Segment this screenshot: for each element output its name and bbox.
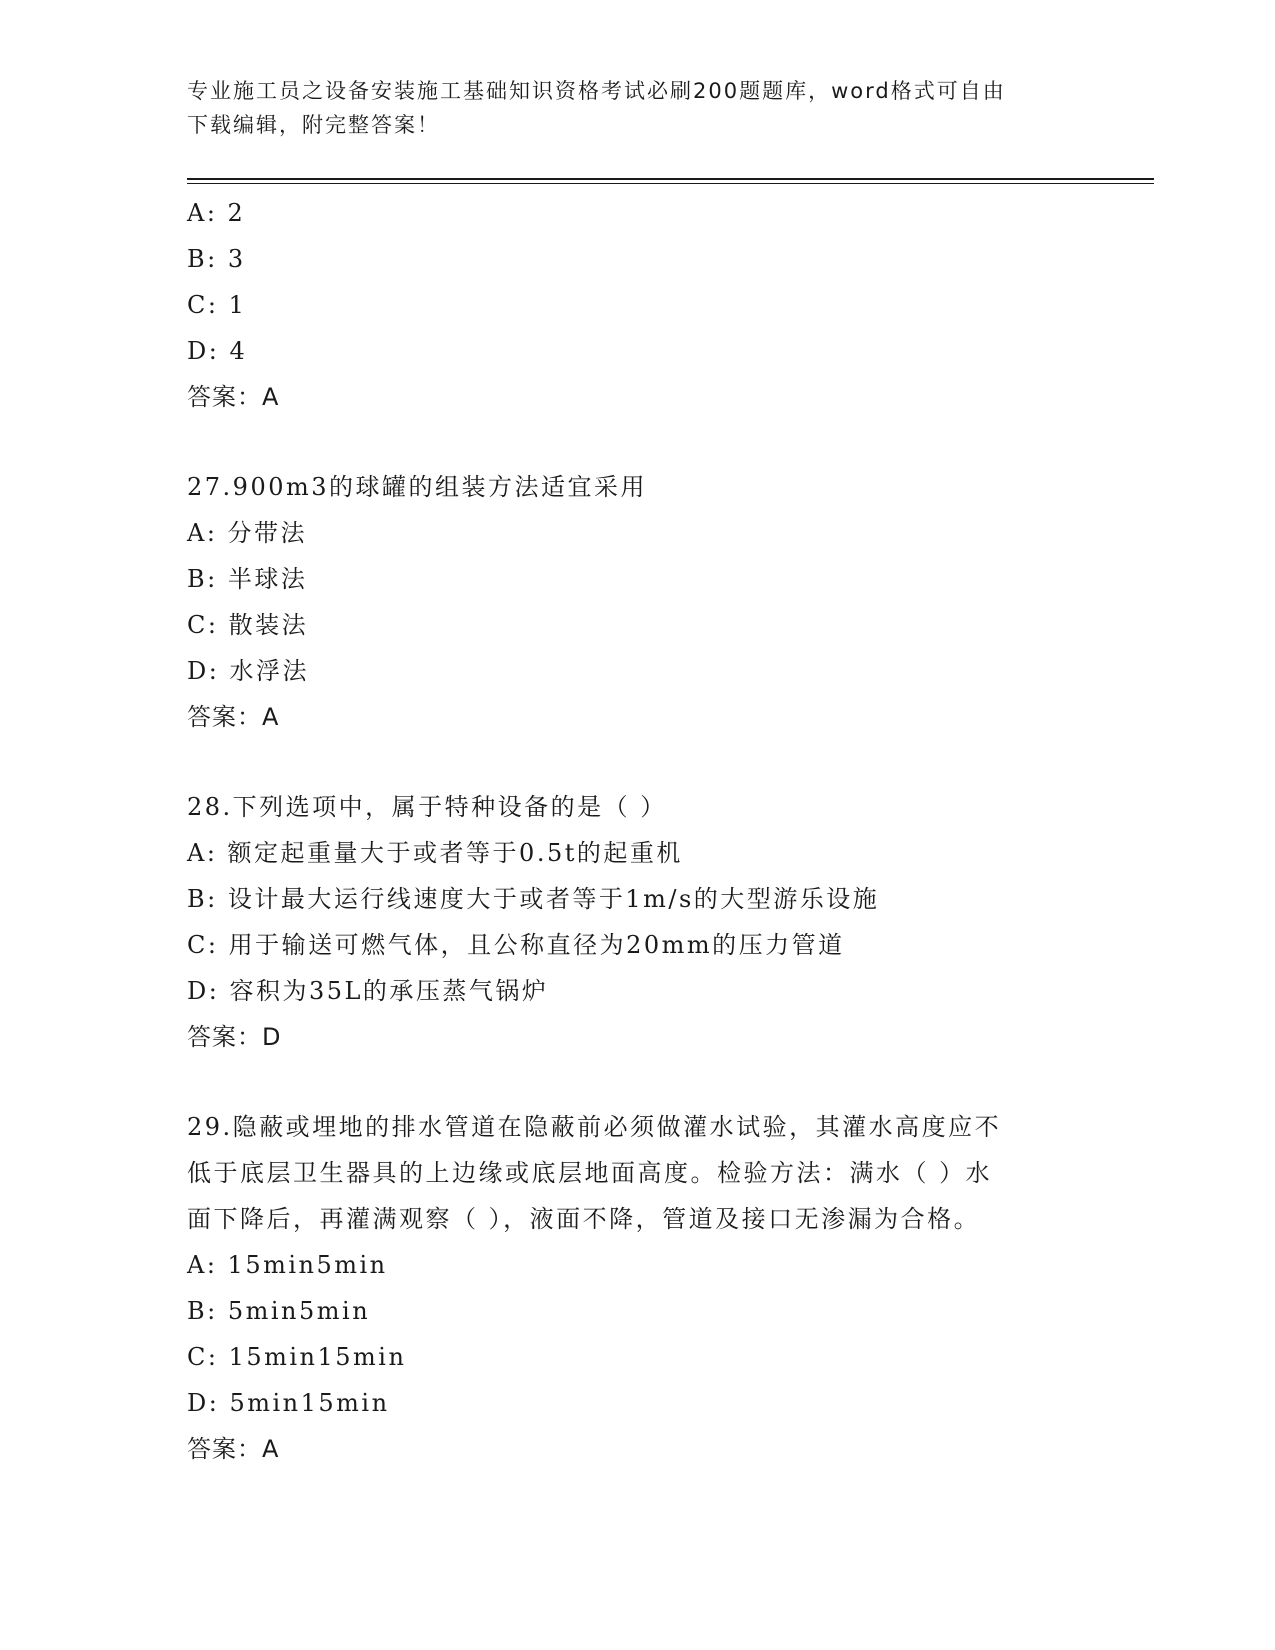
spacer xyxy=(187,420,1087,464)
question-stem-line-2: 低于底层卫生器具的上边缘或底层地面高度。检验方法：满水（ ）水 xyxy=(187,1159,993,1187)
answer-line: 答案：A xyxy=(187,1435,280,1463)
question-27 xyxy=(187,464,1087,740)
option-d: D: 容积为35L的承压蒸气锅炉 xyxy=(187,977,549,1005)
option-a: A: 15min5min xyxy=(187,1251,388,1279)
spacer xyxy=(187,1060,1087,1104)
spacer xyxy=(187,740,1087,784)
option-b: B: 半球法 xyxy=(187,565,308,593)
answer-line: 答案：A xyxy=(187,383,280,411)
option-b: B: 3 xyxy=(187,245,246,273)
question-stem-line-1: 29.隐蔽或埋地的排水管道在隐蔽前必须做灌水试验，其灌水高度应不 xyxy=(187,1113,1002,1141)
question-stem: 28.下列选项中，属于特种设备的是（ ） xyxy=(187,793,667,821)
question-26 xyxy=(187,190,1087,420)
question-stem-line-3: 面下降后，再灌满观察（ ），液面不降，管道及接口无渗漏为合格。 xyxy=(187,1205,981,1233)
option-c: C: 散装法 xyxy=(187,611,309,639)
option-a: A: 2 xyxy=(187,199,246,227)
header-line-1: 专业施工员之设备安装施工基础知识资格考试必刷200题题库，word格式可自由 xyxy=(187,79,1006,103)
question-stem: 27.900m3的球罐的组装方法适宜采用 xyxy=(187,473,648,501)
question-29 xyxy=(187,1104,1087,1472)
option-d: D: 4 xyxy=(187,337,248,365)
option-a: A: 额定起重量大于或者等于0.5t的起重机 xyxy=(187,839,683,867)
answer-line: 答案：D xyxy=(187,1023,282,1051)
option-b: B: 5min5min xyxy=(187,1297,371,1325)
header-divider-thick xyxy=(187,178,1154,180)
option-c: C: 15min15min xyxy=(187,1343,407,1371)
header-line-2: 下载编辑，附完整答案！ xyxy=(187,113,440,137)
option-c: C: 用于输送可燃气体，且公称直径为20mm的压力管道 xyxy=(187,931,845,959)
option-d: D: 水浮法 xyxy=(187,657,309,685)
option-d: D: 5min15min xyxy=(187,1389,390,1417)
answer-line: 答案：A xyxy=(187,703,280,731)
option-c: C: 1 xyxy=(187,291,247,319)
header-divider-thin xyxy=(187,183,1154,184)
question-list xyxy=(187,190,1087,1472)
document-header xyxy=(187,74,1087,142)
question-28 xyxy=(187,784,1087,1060)
option-a: A: 分带法 xyxy=(187,519,308,547)
option-b: B: 设计最大运行线速度大于或者等于1m/s的大型游乐设施 xyxy=(187,885,880,913)
